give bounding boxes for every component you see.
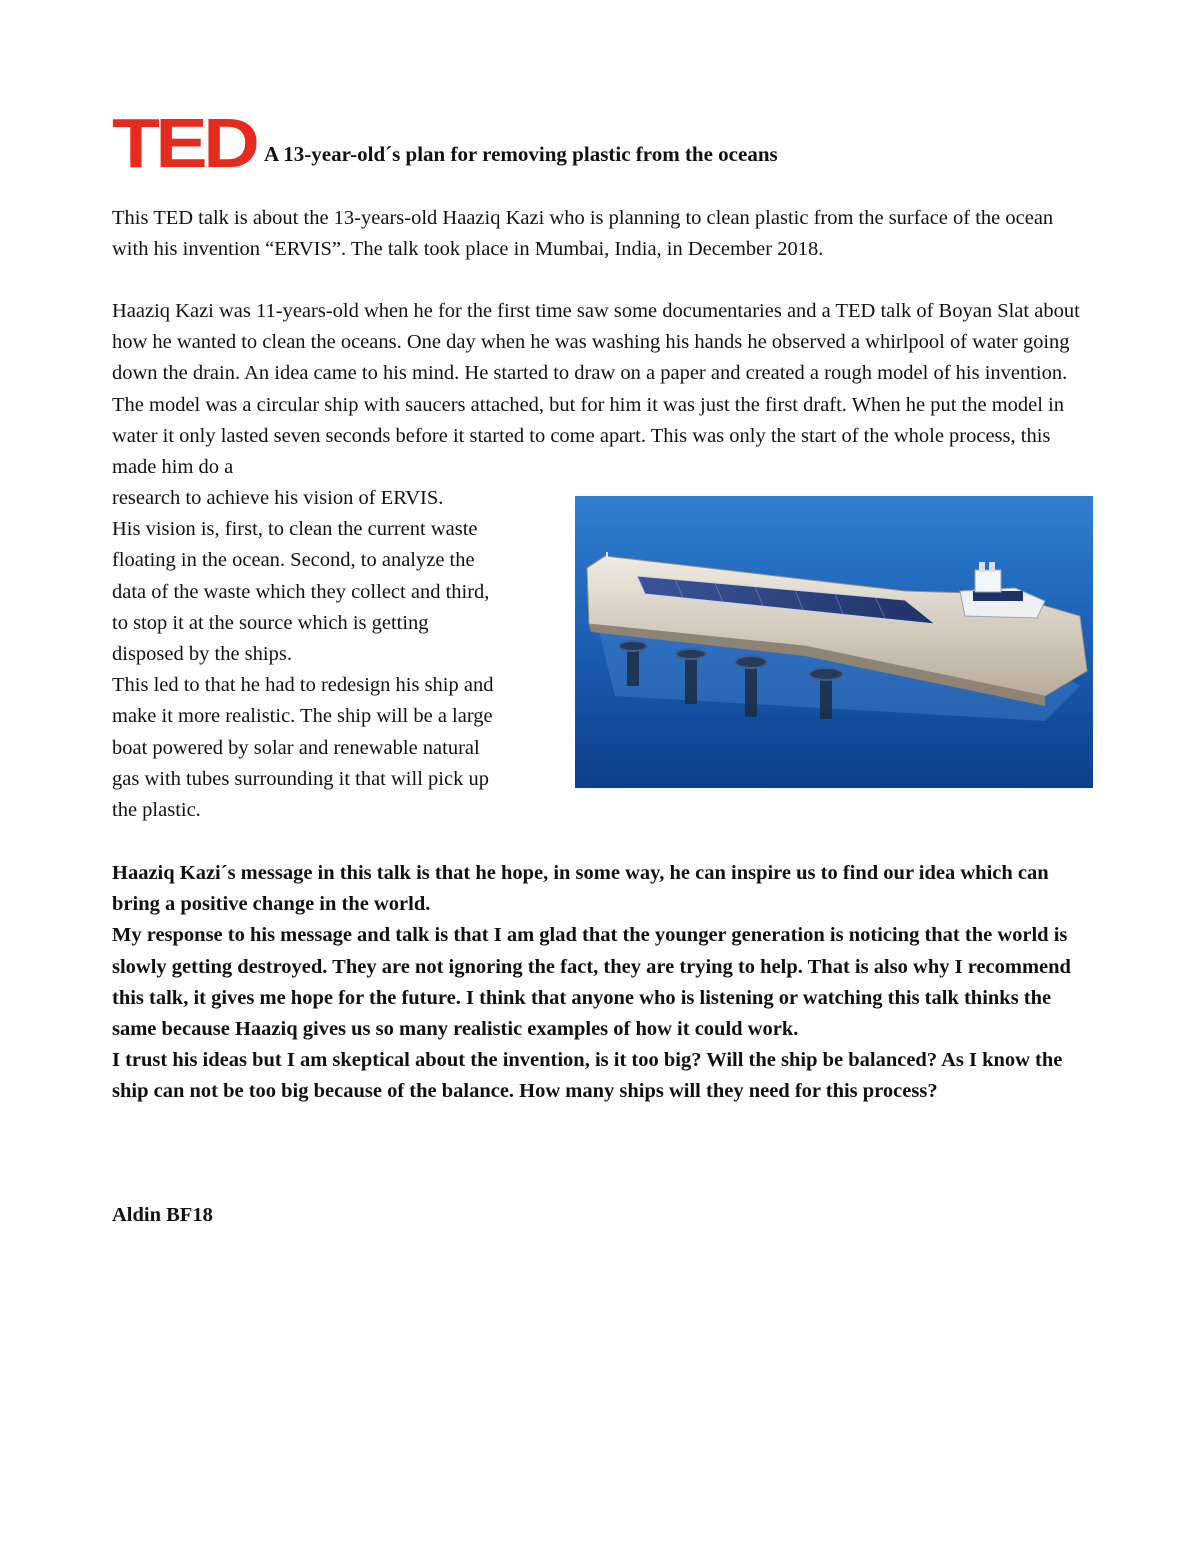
wrapped-line: research to achieve his vision of ERVIS. (112, 487, 444, 509)
wrapped-line: data of the waste which they collect and third, (112, 580, 490, 603)
wrapped-line: disposed by the ships. (112, 643, 292, 666)
wrapped-line: make it more realistic. The ship will be a large (112, 705, 493, 728)
wrapped-line: gas with tubes surrounding it that will pick up (112, 767, 489, 790)
message-paragraph: Haaziq Kazi´s message in this talk is that he hope, in some way, he can inspire us to find our idea which can bring a positive change in the world. (112, 862, 1049, 916)
document-title: A 13-year-old´s plan for removing plastic from the oceans (264, 142, 778, 166)
response-paragraph: My response to his message and talk is that I am glad that the younger generation is noticing that the world is slowly getting destroyed. They are not ignoring the fact, they are trying to help. That is also why I recommend this talk, it gives me hope for the future. I think that anyone who is listening or watching this talk thinks the same because Haaziq gives us so many realistic examples of how it could work. (112, 924, 1071, 1041)
wrapped-line: to stop it at the source which is getting (112, 611, 429, 634)
wrapped-line: His vision is, first, to clean the current waste (112, 518, 478, 541)
wrapped-text-block (112, 483, 572, 826)
wrapped-line: the plastic. (112, 799, 201, 822)
document-header (112, 104, 1092, 182)
wrapped-line: boat powered by solar and renewable natural (112, 736, 480, 759)
ted-logo: TED (112, 104, 256, 182)
signature: Aldin BF18 (112, 1204, 213, 1226)
ship-illustration (575, 496, 1093, 788)
wrapped-line: floating in the ocean. Second, to analyze the (112, 549, 475, 572)
skeptic-paragraph: I trust his ideas but I am skeptical about the invention, is it too big? Will the ship be balanced? As I know the ship can not be too big because of the balance. How many ships will they need for this process? (112, 1049, 1063, 1103)
reflection-section (112, 858, 1097, 1108)
background-paragraph: Haaziq Kazi was 11-years-old when he for the first time saw some documentaries and a TED talk of Boyan Slat about how he wanted to clean the oceans. One day when he was washing his hands he observed a whirlpool of water going down the drain. An idea came to his mind. He started to draw on a paper and created a rough model of his invention. The model was a circular ship with saucers attached, but for him it was just the first draft. When he put the model in water it only lasted seven seconds before it started to come apart. This was only the start of the whole process, this made him do a (112, 300, 1080, 479)
wrapped-line: This led to that he had to redesign his ship and (112, 674, 494, 697)
intro-paragraph: This TED talk is about the 13-years-old Haaziq Kazi who is planning to clean plastic from the surface of the ocean with his invention “ERVIS”. The talk took place in Mumbai, India, in December 2018. (112, 207, 1054, 261)
